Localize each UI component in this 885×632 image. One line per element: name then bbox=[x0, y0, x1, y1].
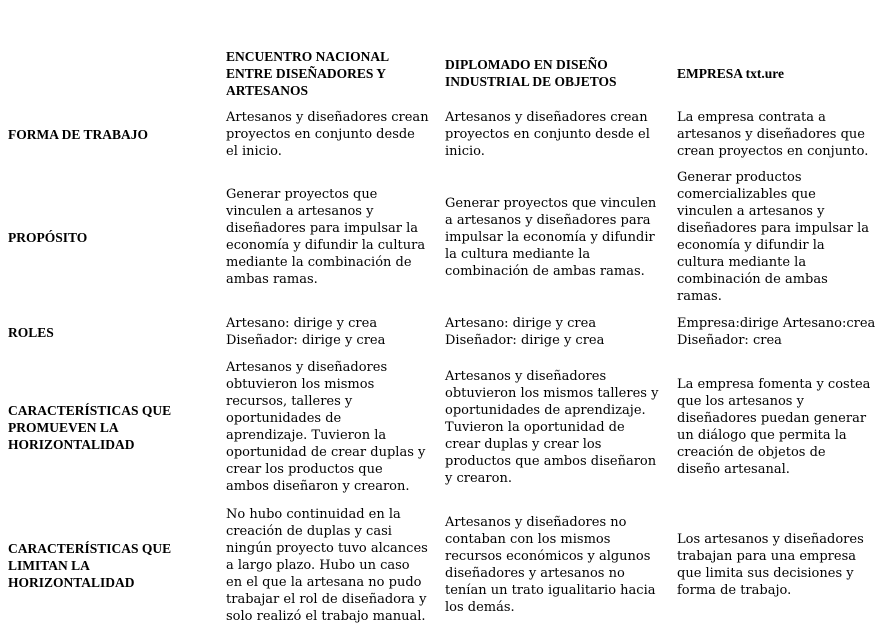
cell-encuentro-limitan: No hubo continuidad en la creación de duplas y casi ningún proyecto tuvo alcances a largo plazo. Hubo un caso en el que la artesana no pudo trabajar el rol de diseñadora y solo realizó el trabajo manual. bbox=[226, 506, 428, 624]
cell-encuentro-promueven: Artesanos y diseñadores obtuvieron los mismos recursos, talleres y oportunidades de aprendizaje. Tuvieron la oportunidad de crear duplas y crear los productos que ambos diseñaron y crearon. bbox=[226, 360, 426, 494]
cell-diplomado-proposito: Generar proyectos que vinculen a artesanos y diseñadores para impulsar la economía y difundir la cultura mediante la combinación de ambas ramas. bbox=[445, 195, 657, 279]
cell-diplomado-forma-de-trabajo: Artesanos y diseñadores crean proyectos en conjunto desde el inicio. bbox=[445, 109, 650, 159]
header-empresa: EMPRESA txt.ure bbox=[677, 65, 784, 81]
cell-encuentro-forma-de-trabajo: Artesanos y diseñadores crean proyectos en conjunto desde el inicio. bbox=[226, 109, 429, 159]
cell-empresa-limitan: Los artesanos y diseñadores trabajan para una empresa que limita sus decisiones y forma de trabajo. bbox=[677, 532, 864, 598]
cell-empresa-roles: Empresa:dirige Artesano:crea Diseñador: crea bbox=[677, 316, 876, 348]
row-label-promueven-horizontalidad: CARACTERÍSTICAS QUE PROMUEVEN LA HORIZONTALIDAD bbox=[8, 402, 172, 452]
row-label-proposito: PROPÓSITO bbox=[8, 229, 88, 245]
cell-encuentro-roles: Artesano: dirige y crea Diseñador: dirige y crea bbox=[226, 316, 386, 348]
cell-empresa-proposito: Generar productos comercializables que vinculen a artesanos y diseñadores para impulsar la economía y difundir la cultura mediante la combinación de ambas ramas. bbox=[677, 170, 870, 304]
cell-diplomado-roles: Artesano: dirige y crea Diseñador: dirige y crea bbox=[445, 316, 605, 348]
cell-empresa-forma-de-trabajo: La empresa contrata a artesanos y diseñadores que crean proyectos en conjunto. bbox=[677, 109, 869, 159]
header-encuentro-nacional: ENCUENTRO NACIONAL ENTRE DISEÑADORES Y ARTESANOS bbox=[226, 48, 390, 98]
cell-empresa-promueven: La empresa fomenta y costea que los artesanos y diseñadores puedan generar un diálogo que permita la creación de objetos de diseño artesanal. bbox=[677, 377, 871, 477]
cell-encuentro-proposito: Generar proyectos que vinculen a artesanos y diseñadores para impulsar la economía y difundir la cultura mediante la combinación de ambas ramas. bbox=[226, 187, 426, 287]
header-diplomado: DIPLOMADO EN DISEÑO INDUSTRIAL DE OBJETOS bbox=[445, 57, 617, 89]
row-label-roles: ROLES bbox=[8, 324, 54, 340]
cell-diplomado-limitan: Artesanos y diseñadores no contaban con los mismos recursos económicos y algunos diseñadores y artesanos no tenían un trato igualitario hacia los demás. bbox=[445, 515, 656, 615]
cell-diplomado-promueven: Artesanos y diseñadores obtuvieron los mismos talleres y oportunidades de aprendizaje. Tuvieron la oportunidad de crear duplas y crear los productos que ambos diseñaron y crearon. bbox=[445, 368, 659, 486]
row-label-forma-de-trabajo: FORMA DE TRABAJO bbox=[8, 126, 149, 142]
row-label-limitan-horizontalidad: CARACTERÍSTICAS QUE LIMITAN LA HORIZONTALIDAD bbox=[8, 540, 172, 590]
